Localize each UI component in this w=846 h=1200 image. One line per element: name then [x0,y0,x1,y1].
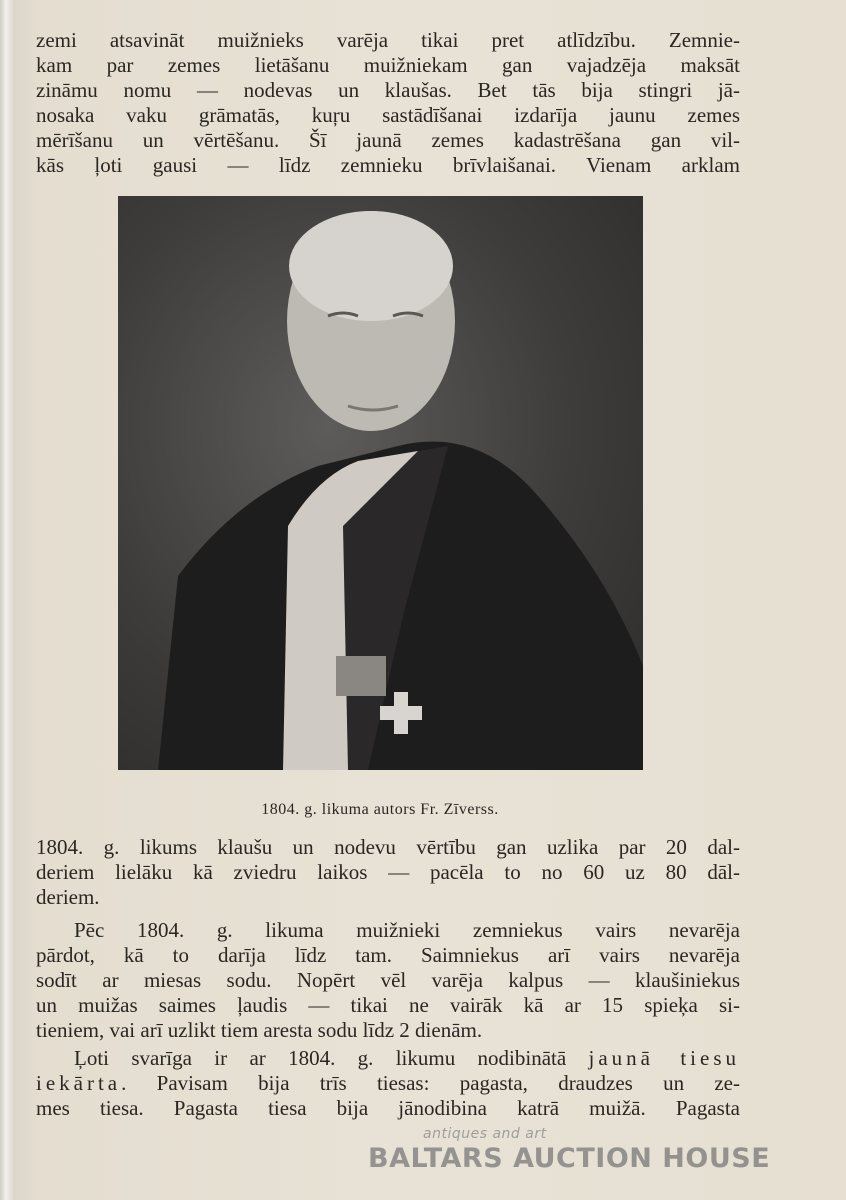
text-line [36,1046,740,1070]
text-run: . Pavisam bija trīs tiesas: pagasta, draudzes un ze- [121,1071,740,1095]
text-line [36,1071,740,1095]
portrait-illustration [118,196,643,770]
watermark-name: BALTARS AUCTION HOUSE [368,1143,771,1174]
text-line: kam par zemes lietāšanu muižniekam gan vajadzēja maksāt [36,53,740,77]
spaced-emphasis: iekārta [36,1071,122,1095]
text-line: nosaka vaku grāmatās, kuŗu sastādīšanai izdarīja jaunu zemes [36,103,740,127]
watermark-tagline: antiques and art [423,1126,547,1142]
text-line: zemi atsavināt muižnieks varēja tikai pret atlīdzību. Zemnie- [36,28,740,52]
text-line: zināmu nomu — nodevas un klaušas. Bet tās bija stingri jā- [36,78,740,102]
portrait-photo [118,196,643,770]
text-line: tieniem, vai arī uzlikt tiem aresta sodu līdz 2 dienām. [36,1018,483,1042]
text-line: deriem lielāku kā zviedru laikos — pacēla to no 60 uz 80 dāl- [36,860,740,884]
text-line: sodīt ar miesas sodu. Nopērt vēl varēja kalpus — klaušiniekus [36,968,740,992]
text-line: kās ļoti gausi — līdz zemnieku brīvlaišanai. Vienam arklam [36,153,740,177]
text-line: un muižas saimes ļaudis — tikai ne vairāk kā ar 15 spieķa si- [36,993,740,1017]
text-line: pārdot, kā to darīja līdz tam. Saimniekus arī vairs nevarēja [36,943,740,967]
image-caption: 1804. g. likuma autors Fr. Zīverss. [261,801,499,818]
text-line: mērīšanu un vērtēšanu. Šī jaunā zemes kadastrēšana gan vil- [36,128,740,152]
text-line: 1804. g. likums klaušu un nodevu vērtību gan uzlika par 20 dal- [36,835,740,859]
text-line: Pēc 1804. g. likuma muižnieki zemniekus vairs nevarēja [74,918,740,942]
text-line: mes tiesa. Pagasta tiesa bija jānodibina katrā muižā. Pagasta [36,1096,740,1120]
text-line: deriem. [36,885,100,909]
spaced-emphasis: jaunā tiesu [588,1046,740,1070]
watermark-logo [368,1126,788,1175]
text-run: Ļoti svarīga ir ar 1804. g. likumu nodibinātā [74,1046,567,1070]
